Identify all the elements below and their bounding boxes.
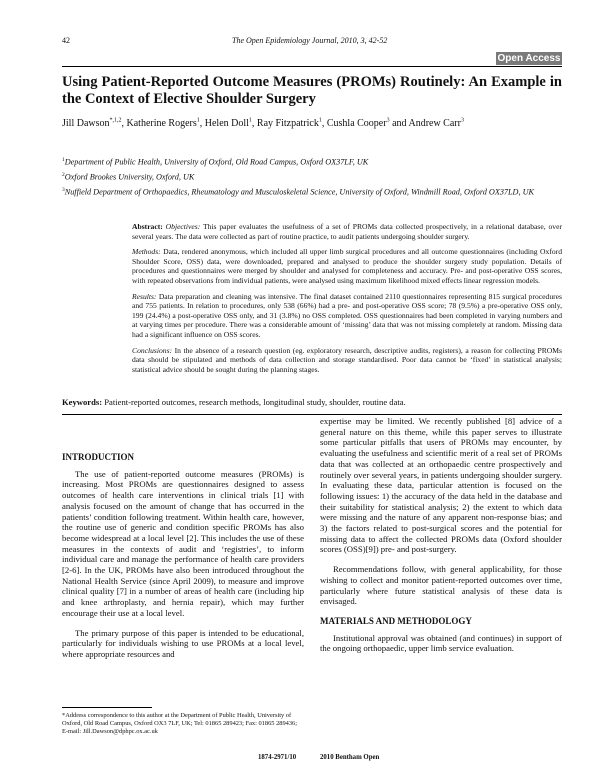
open-access-badge: Open Access: [497, 53, 561, 64]
header-rule: [62, 66, 562, 67]
affiliation: $^2$Oxford Brookes University, Oxford, UK: [62, 172, 195, 182]
author: Jill Dawson$^{*,1,2}$: [62, 117, 122, 129]
page-number: 42: [62, 36, 70, 45]
author: Cushla Cooper$^3$: [326, 117, 390, 129]
keywords-rule: [62, 414, 562, 415]
correspondence-footnote: *Address correspondence to this author at the Department of Public Health, University of Oxford, Old Road Campus, Oxford OX3 7LF, UK; Tel: 01865 289423; Fax: 01865 289436; E-mail: Jill.Dawson@dphpc.ox.ac.uk: [62, 712, 298, 735]
body-paragraph: Institutional approval was obtained (and continues) in support of the ongoing orthopaedic, upper limb service evaluation.: [320, 632, 562, 654]
abstract-results: Results: Data preparation and cleaning was intensive. The final dataset contained 2110 questionnaires representing 815 surgical procedures and 755 patients. In relation to procedures, only 538 (66%) had a pre- and post-operative OSS score; 78 (9.5%) a pre-operative OSS only, 199 (24.4%) a post-operative OSS only, and 31 (3.8%) no OSS completed. OSS questionnaires had been completed in varying numbers and at varying times per procedure. There was a considerable amount of ‘missing’ data that was not missing completely at random. Missing data had a significant influence on OSS scores.: [132, 291, 562, 339]
abstract-objectives: Abstract: Objectives: This paper evaluates the usefulness of a set of PROMs data collected prospectively, in a relational database, over several years. The data were collected as part of routine practice, to audit patients undergoing shoulder surgery.: [132, 222, 562, 241]
body-paragraph: The primary purpose of this paper is intended to be educational, particularly for individuals wishing to use PROMs at a local level, where appropriate resources and: [62, 627, 304, 659]
section-heading-methods: MATERIALS AND METHODOLOGY: [320, 615, 472, 626]
abstract: [132, 222, 562, 380]
issn: 1874-2971/10: [258, 754, 297, 761]
paper-title: Using Patient-Reported Outcome Measures (PROMs) Routinely: An Example in the Context of Elective Shoulder Surgery: [62, 74, 562, 107]
footnote-rule: [62, 707, 152, 708]
body-paragraph: expertise may be limited. We recently published [8] advice of a general nature on this theme, while this paper serves to illustrate some particular pitfalls that users of PROMs may encounter, by evaluating the usefulness and scientific merit of a real set of PROMs data that was collected at an orthopaedic centre prospectively and routinely over several years, in patients undergoing shoulder surgery. In evaluating these data, particular attention is focused on the following issues: 1) the accuracy of the data held in the database and their suitability for statistical analysis; 2) the extent to which data were missing and the nature of any apparent non-response bias; and 3) the factors related to post-surgical scores and the potential for missing data to affect the collected PROMs data (Oxford shoulder scores (OSS)[9]) pre- and post-surgery.: [320, 416, 562, 555]
right-column: [320, 416, 562, 654]
author: Andrew Carr$^3$: [408, 117, 464, 129]
abstract-methods: Methods: Data, rendered anonymous, which included all upper limb surgical procedures and all outcome questionnaires (including Oxford Shoulder Score, OSS) data, were downloaded, prepared and analysed to produce the shoulder surgery study population. Details of procedures and questionnaires were merged by shoulder and analysed for completeness and accuracy. Pre- and post-operative OSS scores, with repeated observations from individual patients, were analysed using maximum likelihood mixed effects linear regression models.: [132, 247, 562, 285]
section-heading-introduction: INTRODUCTION: [62, 452, 135, 462]
abstract-conclusions: Conclusions: In the absence of a research question (eg. exploratory research, descriptive audits, registers), a reason for collecting PROMs data should be stipulated and methods of data collection and storage standardised. Poor data cannot be ‘fixed’ in statistical analysis; statistical advice should be sought during the planning stages.: [132, 345, 562, 374]
journal-citation: The Open Epidemiology Journal, 2010, 3, 42-52: [232, 36, 388, 45]
keywords: Keywords: Patient-reported outcomes, research methods, longitudinal study, shoulder, routine data.: [62, 397, 406, 407]
body-paragraph: The use of patient-reported outcome measures (PROMs) is increasing. Most PROMs are questionnaires designed to assess outcomes of health care interventions in clinical trials [1] with analysis focused on the amount of change that has occurred in the patients’ condition following treatment. Within health care, however, the routine use of generic and condition specific PROMs has also become widespread at a local level [2]. This includes the use of these measures in the contexts of audit and ‘registries’, to inform individual care and manage the performance of health care providers [2-6]. In the UK, PROMs have also been introduced throughout the National Health Service (since April 2009), to measure and improve clinical quality [7] in a number of areas of health care (including hip and knee arthroplasty, and hernia repair), which may further encourage their use at a local level.: [62, 468, 304, 618]
author: Katherine Rogers$^1$: [126, 117, 200, 129]
publisher: 2010 Bentham Open: [320, 754, 380, 761]
author-list: Jill Dawson$^{*,1,2}$, Katherine Rogers$^1$, Helen Doll$^1$, Ray Fitzpatrick$^1$, Cushla Cooper$^3$ and Andrew Carr$^3$: [62, 117, 464, 129]
author: Ray Fitzpatrick$^1$: [256, 117, 322, 129]
author: Helen Doll$^1$: [204, 117, 252, 129]
affiliation: $^1$Department of Public Health, University of Oxford, Old Road Campus, Oxford OX37LF, UK: [62, 157, 369, 167]
left-column: [62, 452, 304, 660]
affiliation: $^3$Nuffield Department of Orthopaedics, Rheumatology and Musculoskeletal Science, University of Oxford, Windmill Road, Oxford OX37LD, UK: [62, 187, 534, 197]
body-paragraph: Recommendations follow, with general applicability, for those wishing to collect and monitor patient-reported outcomes over time, particularly where future statistical analysis of these data is envisaged.: [320, 564, 562, 607]
